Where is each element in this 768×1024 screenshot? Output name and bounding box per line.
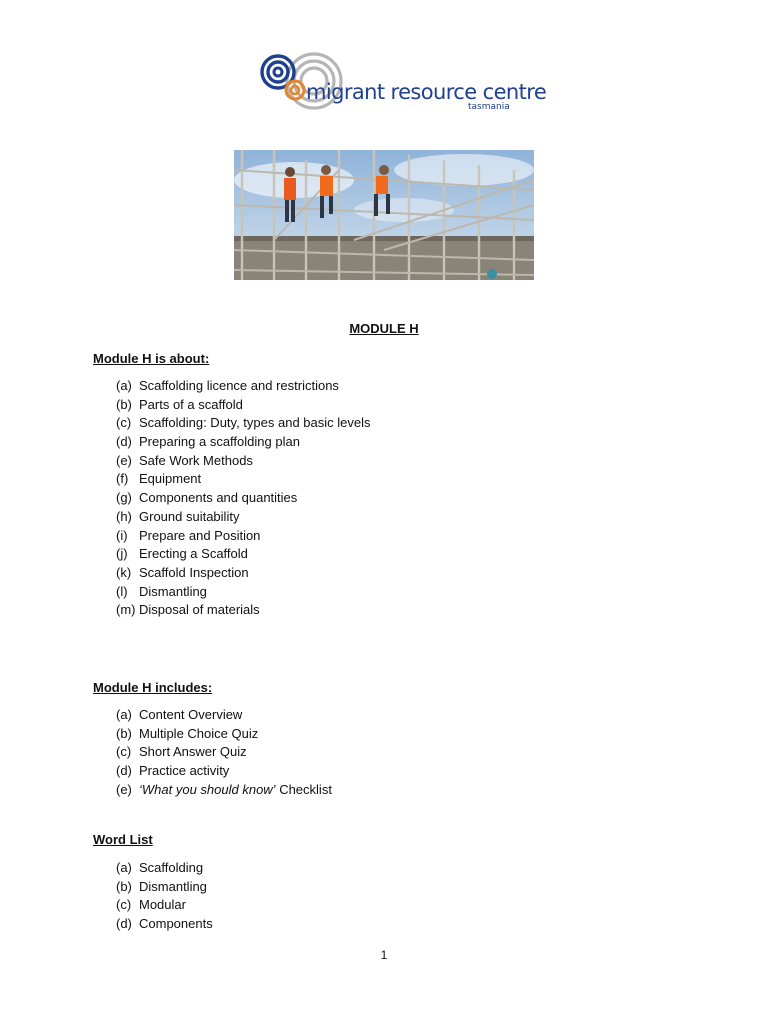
list-marker: (b) (116, 878, 132, 894)
list-marker: (m) (116, 602, 136, 618)
list-item (116, 762, 332, 781)
list-item-italic-text: ‘What you should know’ (139, 781, 276, 797)
list-marker: (a) (116, 378, 132, 393)
includes-section-title: Module H includes: (93, 680, 213, 695)
list-item-text: Scaffolding: Duty, types and basic levels (139, 415, 371, 431)
logo (258, 50, 547, 116)
list-marker: (d) (116, 916, 132, 932)
list-item-text: Multiple Choice Quiz (139, 725, 259, 741)
scaffold-workers-photo (234, 150, 534, 280)
list-marker: (d) (116, 763, 132, 779)
list-marker: (a) (116, 860, 132, 875)
list-item-text: Scaffolding licence and restrictions (139, 378, 339, 393)
list-item (116, 452, 370, 471)
list-item (116, 781, 332, 800)
list-item (116, 601, 370, 620)
list-marker: (i) (116, 527, 128, 543)
list-item-text: Safe Work Methods (139, 452, 253, 468)
list-item-text: Checklist (275, 781, 332, 797)
list-item-text: Modular (139, 897, 186, 913)
list-item-text: Scaffold Inspection (139, 564, 249, 580)
list-marker: (b) (116, 396, 132, 412)
logo-name: migrant resource centre (306, 80, 547, 104)
list-marker: (b) (116, 725, 132, 741)
list-item-text: Prepare and Position (139, 527, 261, 543)
list-item-text: Dismantling (139, 878, 207, 894)
list-item (116, 414, 370, 433)
page-number: 1 (380, 948, 388, 962)
list-item (116, 859, 213, 878)
list-item (116, 725, 332, 744)
list-marker: (e) (116, 781, 132, 797)
list-item (116, 706, 332, 725)
list-marker: (d) (116, 434, 132, 450)
wordlist-list (116, 859, 213, 934)
list-marker: (l) (116, 583, 128, 599)
module-title: MODULE H (349, 321, 419, 336)
list-marker: (g) (116, 490, 132, 506)
list-item-text: Short Answer Quiz (139, 744, 247, 760)
list-item-text: Dismantling (139, 583, 207, 599)
list-item (116, 583, 370, 602)
includes-list (116, 706, 332, 799)
list-item (116, 508, 370, 527)
list-item-text: Components (139, 916, 213, 932)
list-item-text: Content Overview (139, 707, 243, 722)
list-marker: (j) (116, 546, 128, 562)
list-item-text: Parts of a scaffold (139, 396, 243, 412)
list-item (116, 896, 213, 915)
list-marker: (c) (116, 415, 132, 431)
list-item (116, 489, 370, 508)
list-item-text: Preparing a scaffolding plan (139, 434, 300, 450)
list-item-text: Scaffolding (139, 860, 204, 875)
list-marker: (c) (116, 744, 132, 760)
list-item-text: Equipment (139, 471, 202, 487)
list-item (116, 545, 370, 564)
about-list (116, 377, 370, 620)
list-item-text: Disposal of materials (139, 602, 260, 618)
list-item-text: Components and quantities (139, 490, 298, 506)
list-item (116, 915, 213, 934)
list-item (116, 470, 370, 489)
list-item (116, 878, 213, 897)
list-marker: (a) (116, 707, 132, 722)
list-item (116, 743, 332, 762)
list-item (116, 564, 370, 583)
list-item (116, 396, 370, 415)
list-item-text: Ground suitability (139, 508, 240, 524)
list-item-text: Practice activity (139, 763, 230, 779)
list-item (116, 377, 370, 396)
list-marker: (c) (116, 897, 132, 913)
list-item-text: Erecting a Scaffold (139, 546, 248, 562)
list-marker: (f) (116, 471, 129, 487)
wordlist-section-title: Word List (93, 832, 153, 847)
list-item (116, 527, 370, 546)
list-marker: (h) (116, 508, 132, 524)
list-marker: (e) (116, 452, 132, 468)
about-section-title: Module H is about: (93, 351, 210, 366)
list-item (116, 433, 370, 452)
list-marker: (k) (116, 564, 132, 580)
logo-subtitle: tasmania (468, 102, 510, 112)
